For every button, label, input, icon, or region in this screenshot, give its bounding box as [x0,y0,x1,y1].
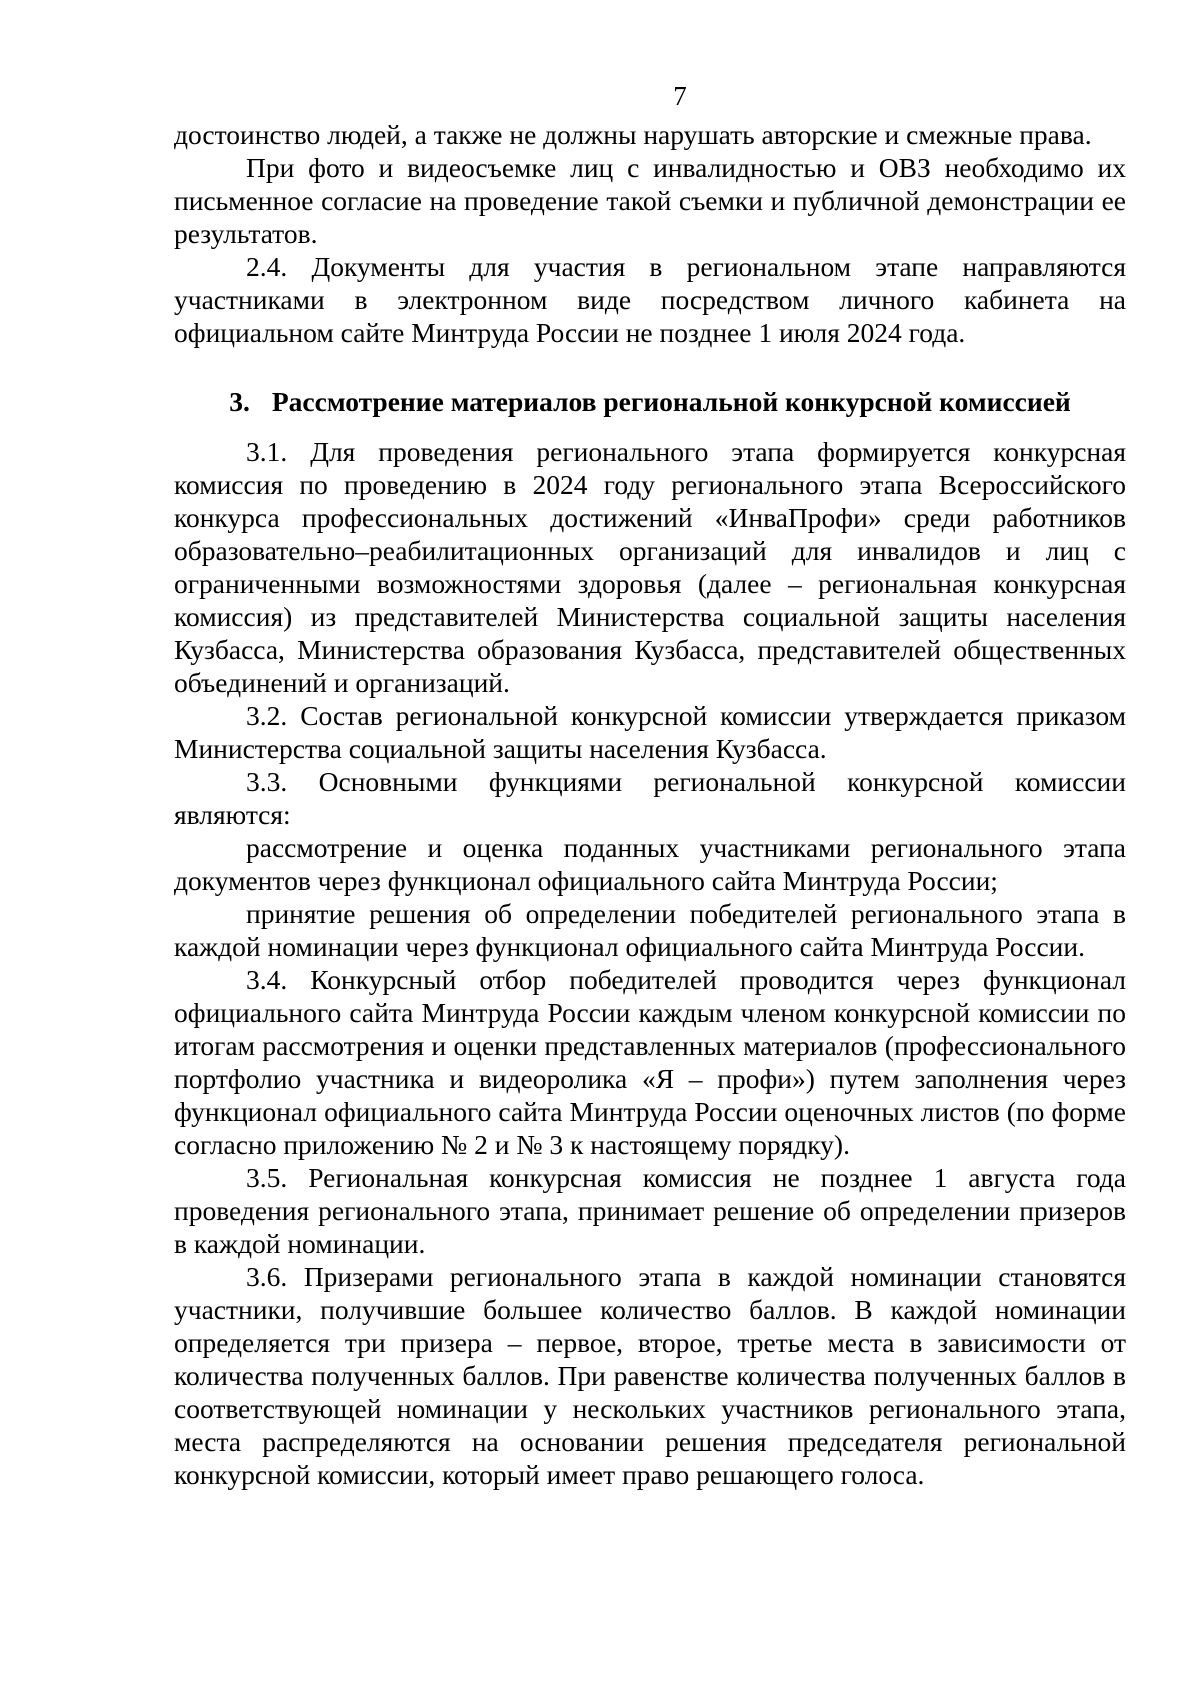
paragraph-3-3-function-decision: принятие решения об определении победителей регионального этапа в каждой номинации через функционал официального сайта Минтруда России. [174,898,1126,962]
paragraph-3-3: 3.3. Основными функциями региональной конкурсной комиссии являются: [174,766,1126,830]
document-body [174,118,1126,1491]
paragraph-3-6: 3.6. Призерами регионального этапа в каждой номинации становятся участники, получившие большее количество баллов. В каждой номинации определяется три призера – первое, второе, третье места в зависимости от количества полученных баллов. При равенстве количества полученных баллов в соответствующей номинации у нескольких участников регионального этапа, места распределяются на основании решения председателя региональной конкурсной комиссии, который имеет право решающего голоса. [174,1261,1126,1490]
paragraph-3-2: 3.2. Состав региональной конкурсной комиссии утверждается приказом Министерства социальной защиты населения Кузбасса. [174,700,1126,764]
paragraph-3-5: 3.5. Региональная конкурсная комиссия не позднее 1 августа года проведения регионального этапа, принимает решение об определении призеров в каждой номинации. [174,1162,1126,1259]
section-heading [174,385,1126,418]
section-number: 3. [229,386,250,417]
section-title: Рассмотрение материалов региональной конкурсной комиссией [271,386,1071,417]
paragraph-3-3-function-review: рассмотрение и оценка поданных участниками регионального этапа документов через функционал официального сайта Минтруда России; [174,832,1126,896]
paragraph-photo-consent: При фото и видеосъемке лиц с инвалидностью и ОВЗ необходимо их письменное согласие на проведение такой съемки и публичной демонстрации ее результатов. [174,152,1126,249]
paragraph-3-4: 3.4. Конкурсный отбор победителей проводится через функционал официального сайта Минтруда России каждым членом конкурсной комиссии по итогам рассмотрения и оценки представленных материалов (профессионального портфолио участника и видеоролика «Я – профи») путем заполнения через функционал официального сайта Минтруда России оценочных листов (по форме согласно приложению № 2 и № 3 к настоящему порядку). [174,964,1126,1160]
page-number: 7 [673,81,687,111]
paragraph-3-1: 3.1. Для проведения регионального этапа формируется конкурсная комиссия по проведению в 2024 году регионального этапа Всероссийского конкурса профессиональных достижений «ИнваПрофи» среди работников образовательно–реабилитационных организаций для инвалидов и лиц с ограниченными возможностями здоровья (далее – региональная конкурсная комиссия) из представителей Министерства социальной защиты населения Кузбасса, Министерства образования Кузбасса, представителей общественных объединений и организаций. [174,436,1126,698]
paragraph-2-4: 2.4. Документы для участия в региональном этапе направляются участниками в электронном виде посредством личного кабинета на официальном сайте Минтруда России не позднее 1 июля 2024 года. [174,251,1126,348]
paragraph-continuation: достоинство людей, а также не должны нарушать авторские и смежные права. [174,119,1092,150]
